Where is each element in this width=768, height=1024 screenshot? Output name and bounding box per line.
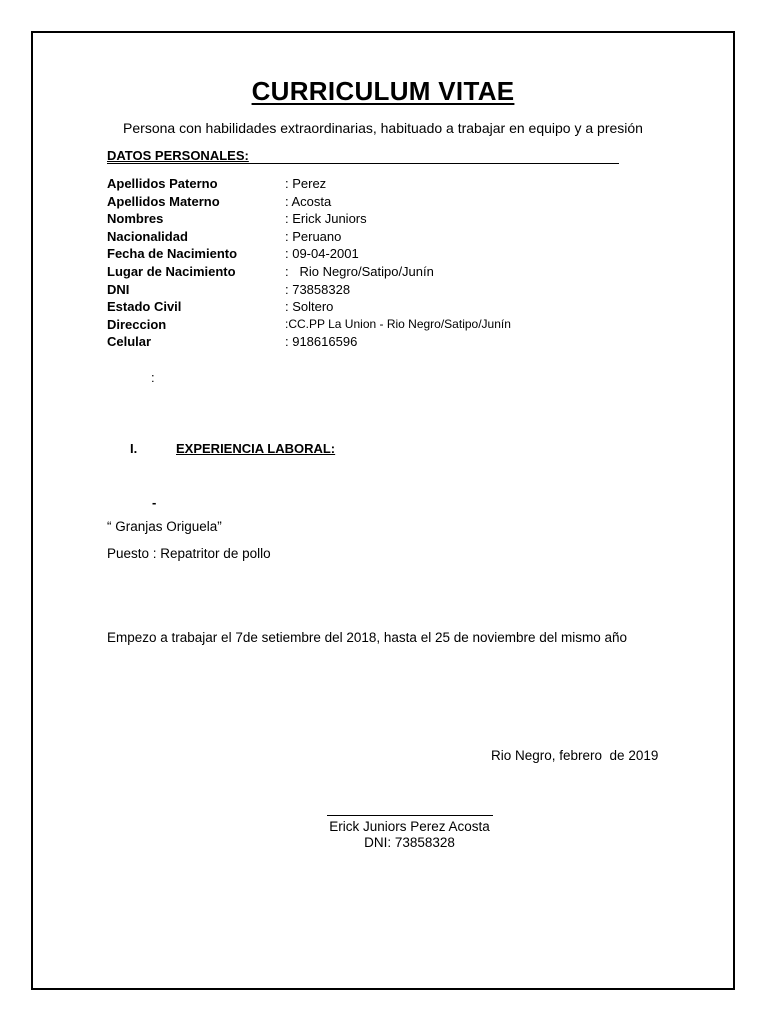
personal-row-nombres xyxy=(107,210,511,228)
personal-data-heading-text: DATOS PERSONALES: xyxy=(107,148,249,163)
field-value: :CC.PP La Union - Rio Negro/Satipo/Junín xyxy=(285,316,511,331)
experience-heading: EXPERIENCIA LABORAL: xyxy=(176,441,336,456)
signature-dni: DNI: 73858328 xyxy=(364,835,455,850)
field-value: : Acosta xyxy=(285,193,332,209)
document-title: CURRICULUM VITAE xyxy=(251,76,515,106)
experience-position: Puesto : Repatritor de pollo xyxy=(107,546,271,561)
personal-data-heading xyxy=(107,148,619,164)
personal-row-lugar-nacimiento xyxy=(107,263,511,281)
personal-row-apellido-paterno xyxy=(107,175,511,193)
personal-row-direccion xyxy=(107,316,511,334)
field-value: : 09-04-2001 xyxy=(285,246,359,262)
field-label: Apellidos Paterno xyxy=(107,176,218,191)
field-label: Fecha de Nacimiento xyxy=(107,246,238,262)
document-page xyxy=(31,31,735,990)
field-value: : Erick Juniors xyxy=(285,211,367,227)
personal-row-estado-civil xyxy=(107,298,511,316)
field-value: : Soltero xyxy=(285,299,334,315)
stray-colon: : xyxy=(151,370,155,385)
field-value: : Rio Negro/Satipo/Junín xyxy=(285,263,434,279)
signature-line xyxy=(327,815,493,816)
personal-row-nacionalidad xyxy=(107,228,511,246)
field-label: Celular xyxy=(107,334,152,350)
personal-data-list xyxy=(107,175,511,351)
signature-name: Erick Juniors Perez Acosta xyxy=(329,819,490,834)
experience-bullet-dash: - xyxy=(152,495,157,510)
personal-row-fecha-nacimiento xyxy=(107,245,511,263)
personal-row-apellido-materno xyxy=(107,193,511,211)
field-label: Apellidos Materno xyxy=(107,193,220,209)
experience-period: Empezo a trabajar el 7de setiembre del 2018, hasta el 25 de noviembre del mismo año xyxy=(107,630,628,645)
personal-row-celular xyxy=(107,333,511,351)
field-label: DNI xyxy=(107,281,130,297)
personal-row-dni xyxy=(107,281,511,299)
field-value: : 918616596 xyxy=(285,334,358,350)
field-value: : Peruano xyxy=(285,228,342,244)
field-value: : Perez xyxy=(285,176,327,191)
place-and-date: Rio Negro, febrero de 2019 xyxy=(491,748,659,763)
field-label: Direccion xyxy=(107,316,167,332)
experience-section-number: I. xyxy=(130,441,138,456)
field-label: Lugar de Nacimiento xyxy=(107,263,236,279)
document-subtitle: Persona con habilidades extraordinarias, habituado a trabajar en equipo y a presión xyxy=(123,120,643,136)
field-label: Nacionalidad xyxy=(107,228,188,244)
experience-company: “ Granjas Origuela” xyxy=(107,519,222,534)
field-label: Nombres xyxy=(107,211,164,227)
field-value: : 73858328 xyxy=(285,281,351,297)
field-label: Estado Civil xyxy=(107,299,182,315)
